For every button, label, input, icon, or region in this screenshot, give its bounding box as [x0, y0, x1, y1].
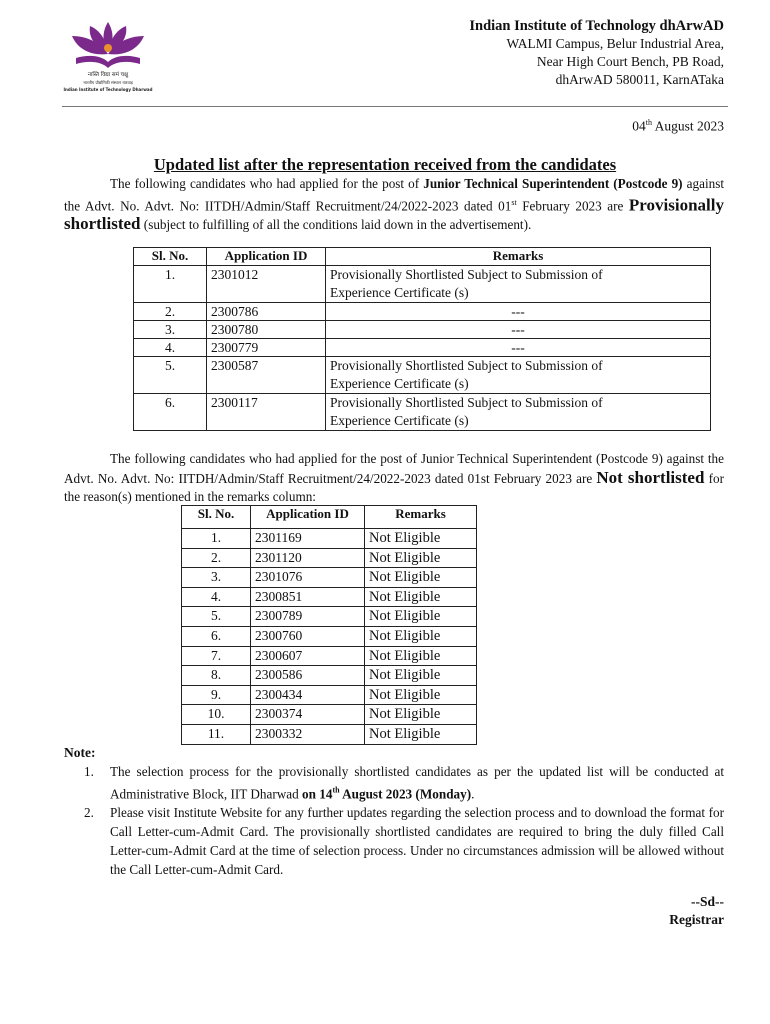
note-label: Note:	[64, 745, 96, 760]
logo-hindi-name: भारतीय प्रौद्योगिकी संस्थान धारवाड़	[83, 80, 133, 85]
iit-dharwad-logo	[62, 18, 154, 104]
not-shortlisted-status: Not shortlisted	[596, 467, 705, 487]
post-name: Junior Technical Superintendent (Postcode 9)	[423, 176, 683, 191]
document-date: 04th August 2023	[632, 118, 724, 134]
table-row: 10. 2300374 Not Eligible	[182, 705, 477, 725]
note-item: 2. Please visit Institute Website for any further updates regarding the selection process and to download the format for Call Letter-cum-Admit Card. The provisionally shortlisted candidates are required to bring the duly filled Call Letter-cum-Admit Card at the time of selection process. Under no circumstances admission will be allowed without the Call Letter-cum-Admit Card.	[84, 805, 724, 878]
table-row: 3. 2300780 ---	[134, 321, 711, 339]
table-row: 9. 2300434 Not Eligible	[182, 685, 477, 705]
table-row: 5. 2300789 Not Eligible	[182, 607, 477, 627]
shortlisted-table	[133, 247, 711, 431]
table-row: 1. 2301169 Not Eligible	[182, 529, 477, 549]
column-header: Application ID	[207, 248, 326, 266]
institute-name: Indian Institute of Technology dhArwAD	[469, 18, 724, 34]
signature-block	[669, 893, 724, 929]
table-row: 6. 2300117 Provisionally Shortlisted Subject to Submission of Experience Certificate (s)	[134, 394, 711, 431]
note-item: 1. The selection process for the provisionally shortlisted candidates as per the updated list will be conducted at Administrative Block, IIT Dharwad on 14th August 2023 (Monday).	[84, 764, 724, 802]
table-row: 3. 2301076 Not Eligible	[182, 568, 477, 588]
table-row: 5. 2300587 Provisionally Shortlisted Subject to Submission of Experience Certificate (s)	[134, 357, 711, 394]
table-row: 2. 2301120 Not Eligible	[182, 548, 477, 568]
institute-address	[469, 17, 724, 89]
signatory-designation: Registrar	[669, 912, 724, 927]
not-shortlisted-paragraph: The following candidates who had applied for the post of Junior Technical Superintendent (Postcode 9) against the Advt. No. Advt. No: IITDH/Admin/Staff Recruitment/24/2022-2023 dated 01st February 2023 are Not shortlisted for the reason(s) mentioned in the remarks column:	[64, 451, 724, 504]
not-shortlisted-table	[181, 505, 477, 745]
table-row: 8. 2300586 Not Eligible	[182, 666, 477, 686]
table-row: 4. 2300851 Not Eligible	[182, 587, 477, 607]
table-row: 7. 2300607 Not Eligible	[182, 646, 477, 666]
address-line: dhArwAD 580011, KarnATaka	[555, 72, 724, 87]
notes-list	[84, 762, 724, 879]
document-title: Updated list after the representation received from the candidates	[153, 155, 617, 174]
column-header: Remarks	[365, 506, 477, 529]
shortlisted-paragraph: The following candidates who had applied for the post of Junior Technical Superintendent (Postcode 9) against the Advt. No. Advt. No: IITDH/Admin/Staff Recruitment/24/2022-2023 dated 01st February 2023 are Provisionally shortlisted (subject to fulfilling of all the conditions laid down in the advertisement).	[64, 176, 724, 234]
table-row: 11. 2300332 Not Eligible	[182, 724, 477, 744]
address-line: Near High Court Bench, PB Road,	[536, 54, 724, 69]
table-row: 2. 2300786 ---	[134, 303, 711, 321]
column-header: Sl. No.	[134, 248, 207, 266]
column-header: Remarks	[326, 248, 711, 266]
table-header-row	[134, 248, 711, 266]
address-line: WALMI Campus, Belur Industrial Area,	[506, 36, 724, 51]
column-header: Sl. No.	[182, 506, 251, 529]
table-row: 6. 2300760 Not Eligible	[182, 626, 477, 646]
logo-english-name: Indian Institute of Technology Dharwad	[63, 87, 153, 92]
table-row: 1. 2301012 Provisionally Shortlisted Subject to Submission of Experience Certificate (s)	[134, 266, 711, 303]
shortlisted-status: Provisionally shortlisted	[64, 194, 724, 234]
signature-sd: --Sd--	[691, 894, 724, 909]
header-divider	[62, 106, 728, 107]
column-header: Application ID	[251, 506, 365, 529]
logo-tagline: नास्ति विद्या समं चक्षु	[87, 72, 129, 78]
table-header-row	[182, 506, 477, 529]
table-row: 4. 2300779 ---	[134, 339, 711, 357]
